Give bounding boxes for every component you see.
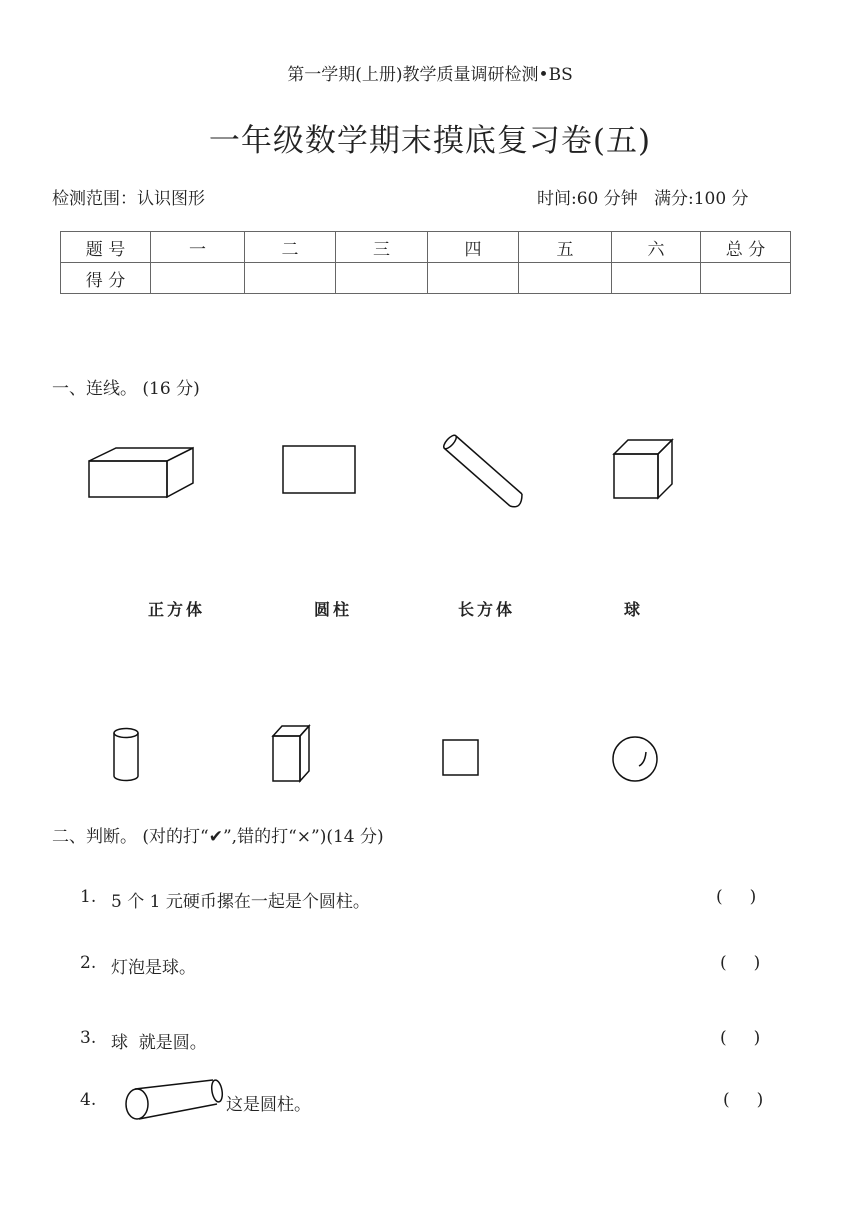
question-2-number: 2. — [80, 953, 97, 973]
score-cell[interactable] — [428, 263, 519, 294]
label-cube: 正方体 — [148, 600, 206, 619]
label-cuboid: 长方体 — [458, 600, 516, 619]
cube-shape[interactable] — [612, 438, 676, 502]
score-row-label: 得 分 — [61, 263, 151, 294]
score-cell[interactable] — [612, 263, 701, 294]
question-4-answer-blank[interactable]: ( ) — [723, 1090, 764, 1110]
score-header-cell: 二 — [245, 232, 336, 263]
label-sphere: 球 — [624, 600, 644, 619]
question-1-answer-blank[interactable]: ( ) — [716, 887, 757, 907]
score-cell[interactable] — [701, 263, 791, 294]
exam-subtitle: 第一学期(上册)教学质量调研检测•BS — [287, 65, 573, 85]
question-1-text: 5 个 1 元硬币摞在一起是个圆柱。 — [111, 892, 370, 912]
cuboid-shape[interactable] — [86, 445, 196, 501]
score-header-cell: 三 — [336, 232, 428, 263]
standing-cuboid-shape[interactable] — [270, 724, 312, 784]
score-cell[interactable] — [336, 263, 428, 294]
section2-heading: 二、判断。 (对的打“✔”,错的打“×”)(14 分) — [52, 827, 384, 847]
score-header-cell: 总 分 — [701, 232, 791, 263]
score-cell[interactable] — [245, 263, 336, 294]
square-shape[interactable] — [441, 738, 481, 778]
page-title: 一年级数学期末摸底复习卷(五) — [208, 123, 652, 159]
time-and-score: 时间:60 分钟 满分:100 分 — [537, 189, 749, 209]
score-header-cell: 六 — [612, 232, 701, 263]
question-3-number: 3. — [80, 1028, 97, 1048]
score-table — [60, 231, 791, 294]
question-1-number: 1. — [80, 887, 97, 907]
question-3-answer-blank[interactable]: ( ) — [720, 1028, 761, 1048]
score-table-header-row — [61, 232, 791, 263]
question-3-text: 球 就是圆。 — [111, 1033, 207, 1053]
score-header-cell: 四 — [428, 232, 519, 263]
label-cylinder: 圆柱 — [314, 600, 353, 619]
test-scope: 检测范围：认识图形 — [52, 189, 205, 209]
question-2-answer-blank[interactable]: ( ) — [720, 953, 761, 973]
question-2-text: 灯泡是球。 — [111, 958, 196, 978]
cylinder-shape[interactable] — [112, 727, 142, 783]
score-cell[interactable] — [519, 263, 612, 294]
score-header-cell: 一 — [151, 232, 245, 263]
score-header-cell: 五 — [519, 232, 612, 263]
section1-heading: 一、连线。 (16 分) — [52, 379, 200, 399]
score-table-score-row — [61, 263, 791, 294]
score-cell[interactable] — [151, 263, 245, 294]
question-4-number: 4. — [80, 1090, 97, 1110]
rectangle-shape[interactable] — [281, 444, 357, 496]
lying-cylinder-icon — [124, 1077, 226, 1123]
score-header-cell: 题 号 — [61, 232, 151, 263]
circle-shape[interactable] — [610, 735, 660, 785]
tilted-cylinder-shape[interactable] — [440, 432, 530, 512]
question-4-text: 这是圆柱。 — [226, 1095, 311, 1115]
